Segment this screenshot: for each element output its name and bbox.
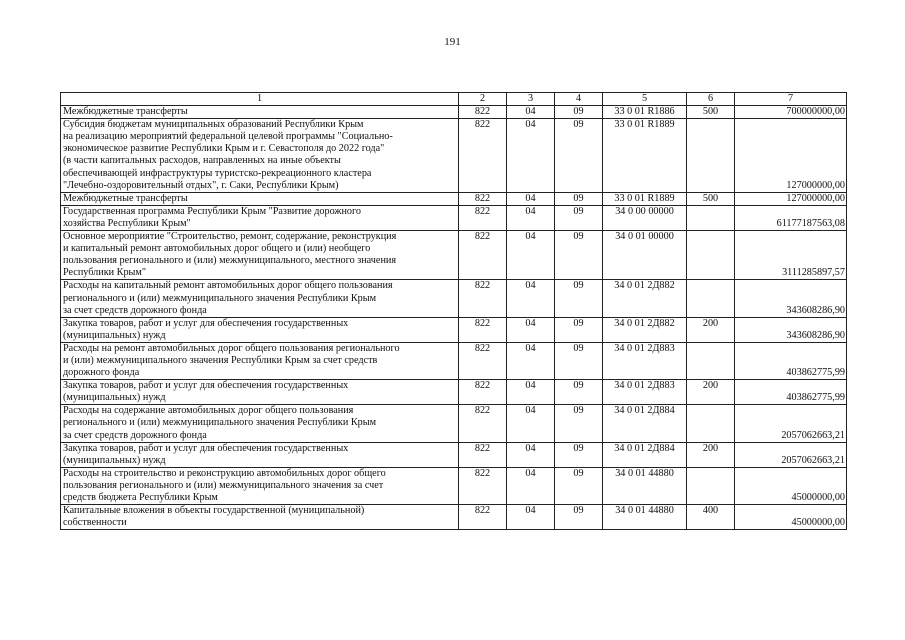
- row-name-line: Расходы на строительство и реконструкцию автомобильных дорог общего: [63, 467, 386, 479]
- amount-cell: 343608286,90: [735, 317, 847, 342]
- row-name-line: (муниципальных) нужд: [63, 329, 166, 341]
- subsection-code-cell: 09: [555, 380, 603, 405]
- section-code-cell: 04: [507, 442, 555, 467]
- amount-cell: 700000000,00: [735, 106, 847, 119]
- budget-table: [60, 92, 847, 530]
- row-name-cell: [61, 192, 459, 205]
- row-name-line: дорожного фонда: [63, 367, 140, 379]
- target-article-cell: 34 0 01 2Д882: [603, 317, 687, 342]
- admin-code-cell: 822: [459, 280, 507, 317]
- row-name-line: за счет средств дорожного фонда: [63, 429, 207, 441]
- table-row: [61, 442, 847, 467]
- expense-type-cell: 400: [687, 505, 735, 530]
- target-article-cell: 34 0 01 2Д883: [603, 342, 687, 379]
- section-code-cell: 04: [507, 467, 555, 504]
- subsection-code-cell: 09: [555, 442, 603, 467]
- table-row: [61, 405, 847, 442]
- row-name-line: обеспечивающей инфраструктуры туристско-рекреационного кластера: [63, 167, 372, 179]
- row-name-cell: [61, 342, 459, 379]
- row-name-line: за счет средств дорожного фонда: [63, 304, 207, 316]
- row-name-line: собственности: [63, 517, 127, 529]
- row-name-line: (в части капитальных расходов, направленных на иные объекты: [63, 155, 341, 167]
- row-name-cell: [61, 280, 459, 317]
- row-name-line: (муниципальных) нужд: [63, 454, 166, 466]
- admin-code-cell: 822: [459, 380, 507, 405]
- row-name-cell: [61, 317, 459, 342]
- row-name-cell: [61, 106, 459, 119]
- section-code-cell: 04: [507, 119, 555, 193]
- row-name-line: экономическое развитие Республики Крым и г. Севастополя до 2022 года": [63, 143, 385, 155]
- section-code-cell: 04: [507, 280, 555, 317]
- subsection-code-cell: 09: [555, 317, 603, 342]
- row-name-line: Основное мероприятие "Строительство, ремонт, содержание, реконструкция: [63, 231, 397, 243]
- amount-cell: 3111285897,57: [735, 231, 847, 280]
- amount-cell: 343608286,90: [735, 280, 847, 317]
- expense-type-cell: [687, 280, 735, 317]
- expense-type-cell: 200: [687, 317, 735, 342]
- section-code-cell: 04: [507, 405, 555, 442]
- subsection-code-cell: 09: [555, 280, 603, 317]
- header-cell: 4: [555, 93, 603, 106]
- expense-type-cell: [687, 405, 735, 442]
- page-number: 191: [444, 36, 461, 48]
- amount-cell: 2057062663,21: [735, 442, 847, 467]
- amount-cell: 45000000,00: [735, 505, 847, 530]
- row-name-line: Расходы на содержание автомобильных дорог общего пользования: [63, 405, 354, 417]
- table-row: [61, 119, 847, 193]
- row-name-line: Республики Крым": [63, 267, 146, 279]
- target-article-cell: 34 0 01 44880: [603, 505, 687, 530]
- target-article-cell: 33 0 01 R1889: [603, 119, 687, 193]
- amount-cell: 403862775,99: [735, 342, 847, 379]
- row-name-line: Субсидия бюджетам муниципальных образований Республики Крым: [63, 119, 364, 131]
- expense-type-cell: 500: [687, 192, 735, 205]
- table-body: [61, 93, 847, 530]
- amount-cell: 2057062663,21: [735, 405, 847, 442]
- row-name-cell: [61, 467, 459, 504]
- row-name-line: хозяйства Республики Крым": [63, 217, 191, 229]
- subsection-code-cell: 09: [555, 405, 603, 442]
- table-row: [61, 106, 847, 119]
- subsection-code-cell: 09: [555, 192, 603, 205]
- target-article-cell: 34 0 01 44880: [603, 467, 687, 504]
- header-cell: 5: [603, 93, 687, 106]
- row-name-cell: [61, 119, 459, 193]
- subsection-code-cell: 09: [555, 342, 603, 379]
- target-article-cell: 34 0 01 2Д884: [603, 442, 687, 467]
- row-name-line: Межбюджетные трансферты: [63, 106, 188, 118]
- subsection-code-cell: 09: [555, 505, 603, 530]
- header-cell: 7: [735, 93, 847, 106]
- expense-type-cell: [687, 467, 735, 504]
- table-row: [61, 342, 847, 379]
- row-name-line: Закупка товаров, работ и услуг для обеспечения государственных: [63, 442, 349, 454]
- section-code-cell: 04: [507, 231, 555, 280]
- admin-code-cell: 822: [459, 205, 507, 230]
- subsection-code-cell: 09: [555, 106, 603, 119]
- row-name-line: и (или) межмуниципального значения Республики Крым за счет средств: [63, 354, 378, 366]
- target-article-cell: 34 0 00 00000: [603, 205, 687, 230]
- section-code-cell: 04: [507, 342, 555, 379]
- row-name-line: пользования регионального и (или) межмуниципального, местного значения: [63, 255, 397, 267]
- expense-type-cell: 500: [687, 106, 735, 119]
- row-name-line: Расходы на капитальный ремонт автомобильных дорог общего пользования: [63, 280, 393, 292]
- amount-cell: 61177187563,08: [735, 205, 847, 230]
- header-cell: 6: [687, 93, 735, 106]
- target-article-cell: 34 0 01 2Д882: [603, 280, 687, 317]
- expense-type-cell: 200: [687, 380, 735, 405]
- row-name-line: Закупка товаров, работ и услуг для обеспечения государственных: [63, 380, 349, 392]
- subsection-code-cell: 09: [555, 119, 603, 193]
- target-article-cell: 33 0 01 R1886: [603, 106, 687, 119]
- expense-type-cell: [687, 119, 735, 193]
- subsection-code-cell: 09: [555, 231, 603, 280]
- row-name-line: Государственная программа Республики Крым "Развитие дорожного: [63, 205, 362, 217]
- row-name-cell: [61, 505, 459, 530]
- header-cell: 1: [61, 93, 459, 106]
- row-name-line: Закупка товаров, работ и услуг для обеспечения государственных: [63, 317, 349, 329]
- admin-code-cell: 822: [459, 405, 507, 442]
- row-name-line: Капитальные вложения в объекты государственной (муниципальной): [63, 505, 365, 517]
- row-name-line: (муниципальных) нужд: [63, 392, 166, 404]
- expense-type-cell: 200: [687, 442, 735, 467]
- row-name-line: и капитальный ремонт автомобильных дорог общего и (или) необщего: [63, 243, 371, 255]
- amount-cell: 127000000,00: [735, 192, 847, 205]
- target-article-cell: 34 0 01 2Д883: [603, 380, 687, 405]
- admin-code-cell: 822: [459, 119, 507, 193]
- admin-code-cell: 822: [459, 342, 507, 379]
- row-name-line: регионального и (или) межмуниципального значения Республики Крым: [63, 292, 377, 304]
- row-name-line: Расходы на ремонт автомобильных дорог общего пользования регионального: [63, 342, 400, 354]
- row-name-cell: [61, 231, 459, 280]
- expense-type-cell: [687, 205, 735, 230]
- header-row: [61, 93, 847, 106]
- table-row: [61, 231, 847, 280]
- admin-code-cell: 822: [459, 505, 507, 530]
- table-row: [61, 380, 847, 405]
- amount-cell: 403862775,99: [735, 380, 847, 405]
- section-code-cell: 04: [507, 192, 555, 205]
- admin-code-cell: 822: [459, 106, 507, 119]
- row-name-line: регионального и (или) межмуниципального значения Республики Крым: [63, 417, 377, 429]
- table-row: [61, 280, 847, 317]
- row-name-cell: [61, 380, 459, 405]
- expense-type-cell: [687, 342, 735, 379]
- header-cell: 2: [459, 93, 507, 106]
- target-article-cell: 33 0 01 R1889: [603, 192, 687, 205]
- section-code-cell: 04: [507, 205, 555, 230]
- row-name-line: "Лечебно-оздоровительный отдых", г. Саки, Республики Крым): [63, 179, 339, 191]
- section-code-cell: 04: [507, 380, 555, 405]
- admin-code-cell: 822: [459, 442, 507, 467]
- section-code-cell: 04: [507, 317, 555, 342]
- section-code-cell: 04: [507, 106, 555, 119]
- table-row: [61, 205, 847, 230]
- row-name-line: средств бюджета Республики Крым: [63, 492, 218, 503]
- amount-cell: 127000000,00: [735, 119, 847, 193]
- admin-code-cell: 822: [459, 231, 507, 280]
- row-name-line: пользования регионального и (или) межмуниципального значения за счет: [63, 479, 384, 491]
- table-row: [61, 317, 847, 342]
- row-name-line: Межбюджетные трансферты: [63, 192, 188, 204]
- table-row: [61, 192, 847, 205]
- row-name-cell: [61, 405, 459, 442]
- header-cell: 3: [507, 93, 555, 106]
- subsection-code-cell: 09: [555, 467, 603, 504]
- row-name-cell: [61, 205, 459, 230]
- admin-code-cell: 822: [459, 467, 507, 504]
- row-name-cell: [61, 442, 459, 467]
- admin-code-cell: 822: [459, 192, 507, 205]
- target-article-cell: 34 0 01 00000: [603, 231, 687, 280]
- expense-type-cell: [687, 231, 735, 280]
- section-code-cell: 04: [507, 505, 555, 530]
- subsection-code-cell: 09: [555, 205, 603, 230]
- table-row: [61, 505, 847, 530]
- amount-cell: 45000000,00: [735, 467, 847, 504]
- table-row: [61, 467, 847, 504]
- admin-code-cell: 822: [459, 317, 507, 342]
- target-article-cell: 34 0 01 2Д884: [603, 405, 687, 442]
- row-name-line: на реализацию мероприятий федеральной целевой программы "Социально-: [63, 131, 393, 143]
